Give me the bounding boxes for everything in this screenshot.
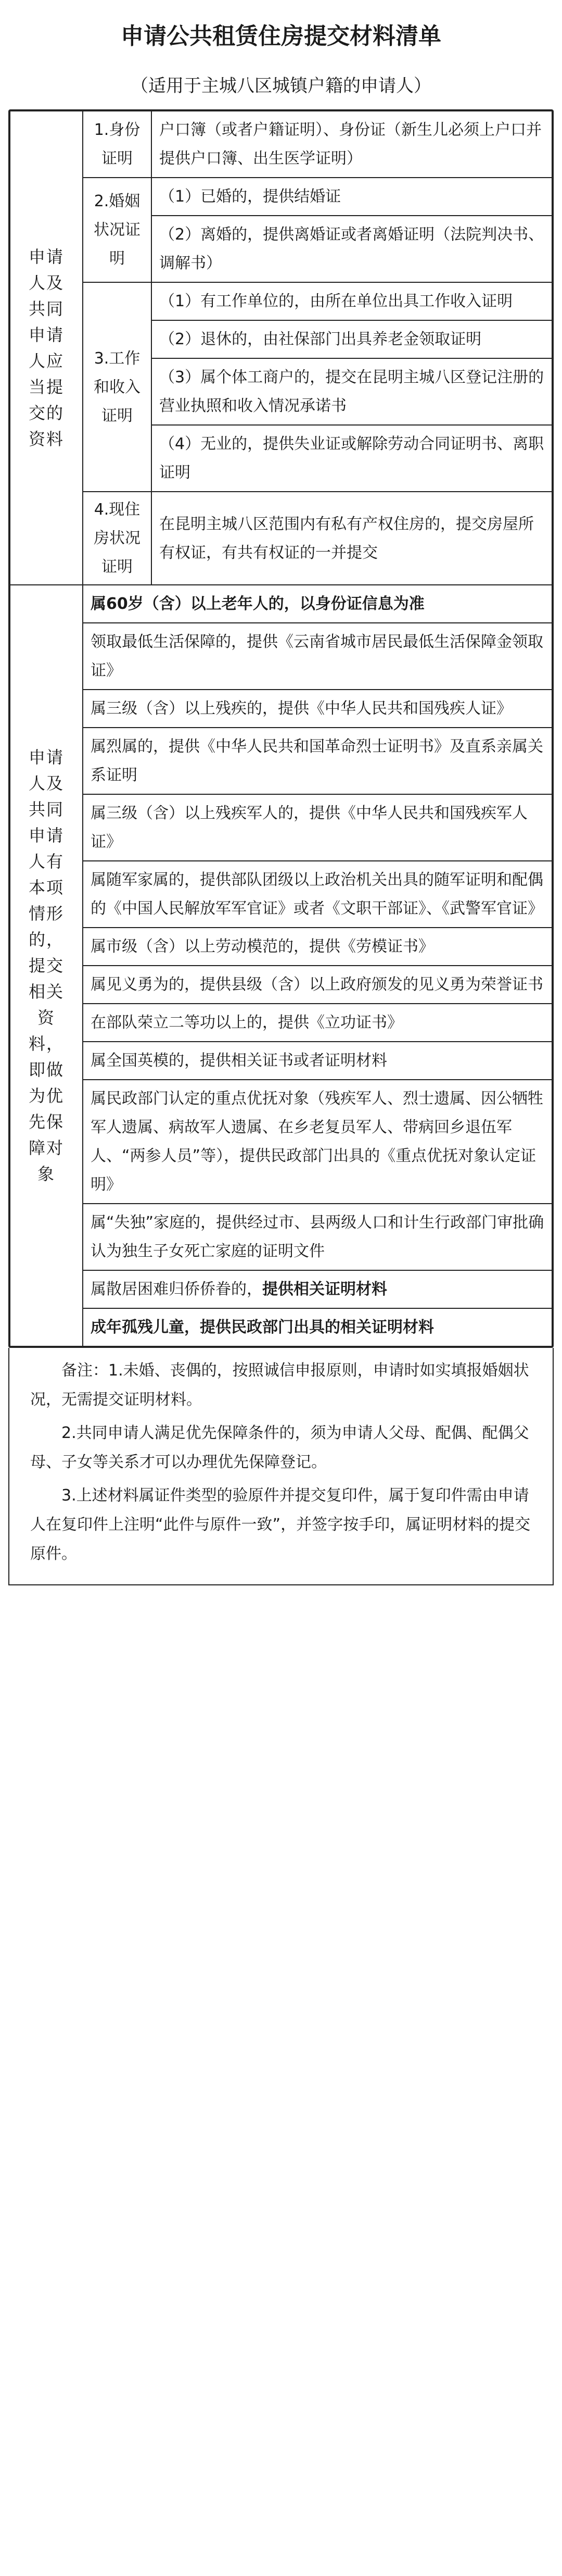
table-row xyxy=(10,1004,552,1042)
page-subtitle: （适用于主城八区城镇户籍的申请人） xyxy=(131,76,431,96)
item-label-identity: 1.身份证明 xyxy=(83,111,151,178)
priority-item: 属“失独”家庭的，提供经过市、县两级人口和计生行政部门审批确认为独生子女死亡家庭的证明文件 xyxy=(83,1204,552,1270)
priority-item: 在部队荣立二等功以上的，提供《立功证书》 xyxy=(83,1004,552,1042)
priority-item: 成年孤残儿童，提供民政部门出具的相关证明材料 xyxy=(83,1308,552,1346)
materials-table xyxy=(9,110,553,1347)
table-row xyxy=(10,623,552,690)
table-row xyxy=(10,1204,552,1270)
priority-item: 属三级（含）以上残疾军人的，提供《中华人民共和国残疾军人证》 xyxy=(83,794,552,861)
table-row xyxy=(10,928,552,966)
priority-item-text: 属散居困难归侨侨眷的， xyxy=(91,1280,262,1298)
table-row xyxy=(10,1270,552,1308)
note-3: 3.上述材料属证件类型的验原件并提交复印件，属于复印件需由申请人在复印件上注明“此件与原件一致”，并签字按手印，属证明材料的提交原件。 xyxy=(30,1486,531,1563)
item-label-income: 3.工作和收入证明 xyxy=(83,282,151,492)
table-row xyxy=(10,178,552,216)
priority-item: 属民政部门认定的重点优抚对象（残疾军人、烈士遗属、因公牺牲军人遗属、病故军人遗属、在乡老复员军人、带病回乡退伍军人、“两参人员”等），提供民政部门出具的《重点优抚对象认定证明》 xyxy=(83,1080,552,1204)
note-2: 2.共同申请人满足优先保障条件的，须为申请人父母、配偶、配偶父母、子女等关系才可以办理优先保障登记。 xyxy=(30,1424,529,1471)
table-row xyxy=(10,111,552,178)
table-row xyxy=(10,585,552,623)
priority-item: 属60岁（含）以上老年人的，以身份证信息为准 xyxy=(83,585,552,623)
table-row xyxy=(10,794,552,861)
table-row xyxy=(10,1308,552,1346)
section2-label: 申请人及共同申请人有本项情形的，提交相关资料，即做为优先保障对象 xyxy=(10,585,83,1346)
item-content: （1）已婚的，提供结婚证 xyxy=(151,178,552,216)
table-row xyxy=(10,1042,552,1080)
note-1: 备注：1.未婚、丧偶的，按照诚信申报原则，申请时如实填报婚姻状况，无需提交证明材料。 xyxy=(30,1361,529,1409)
item-content: （2）离婚的，提供离婚证或者离婚证明（法院判决书、调解书） xyxy=(151,216,552,282)
item-content: （1）有工作单位的，由所在单位出具工作收入证明 xyxy=(151,282,552,320)
item-content: （4）无业的，提供失业证或解除劳动合同证明书、离职证明 xyxy=(151,425,552,492)
section1-label: 申请人及共同申请人应当提交的资料 xyxy=(10,111,83,585)
priority-item: 属见义勇为的，提供县级（含）以上政府颁发的见义勇为荣誉证书 xyxy=(83,966,552,1004)
priority-item-bold-text: 提供相关证明材料 xyxy=(262,1280,387,1298)
priority-item: 领取最低生活保障的，提供《云南省城市居民最低生活保障金领取证》 xyxy=(83,623,552,690)
table-row xyxy=(10,966,552,1004)
notes-section xyxy=(8,1348,554,1585)
page-title: 申请公共租赁住房提交材料清单 xyxy=(121,23,441,49)
priority-item xyxy=(83,1270,552,1308)
priority-item: 属随军家属的，提供部队团级以上政治机关出具的随军证明和配偶的《中国人民解放军军官证》或者《文职干部证》、《武警军官证》 xyxy=(83,861,552,928)
priority-item: 属烈属的，提供《中华人民共和国革命烈士证明书》及直系亲属关系证明 xyxy=(83,728,552,794)
table-row xyxy=(10,690,552,728)
item-label-marriage: 2.婚姻状况证明 xyxy=(83,178,151,282)
item-content: （2）退休的，由社保部门出具养老金领取证明 xyxy=(151,320,552,358)
table-row xyxy=(10,861,552,928)
priority-item: 属三级（含）以上残疾的，提供《中华人民共和国残疾人证》 xyxy=(83,690,552,728)
materials-table-wrapper xyxy=(8,109,554,1348)
item-label-housing: 4.现住房状况证明 xyxy=(83,492,151,585)
item-content: 在昆明主城八区范围内有私有产权住房的，提交房屋所有权证，有共有权证的一并提交 xyxy=(151,492,552,585)
table-row xyxy=(10,1080,552,1204)
priority-item: 属市级（含）以上劳动模范的，提供《劳模证书》 xyxy=(83,928,552,966)
table-row xyxy=(10,728,552,794)
item-content: 户口簿（或者户籍证明）、身份证（新生儿必须上户口并提供户口簿、出生医学证明） xyxy=(151,111,552,178)
item-content: （3）属个体工商户的，提交在昆明主城八区登记注册的营业执照和收入情况承诺书 xyxy=(151,358,552,425)
priority-item: 属全国英模的，提供相关证书或者证明材料 xyxy=(83,1042,552,1080)
table-row xyxy=(10,282,552,320)
